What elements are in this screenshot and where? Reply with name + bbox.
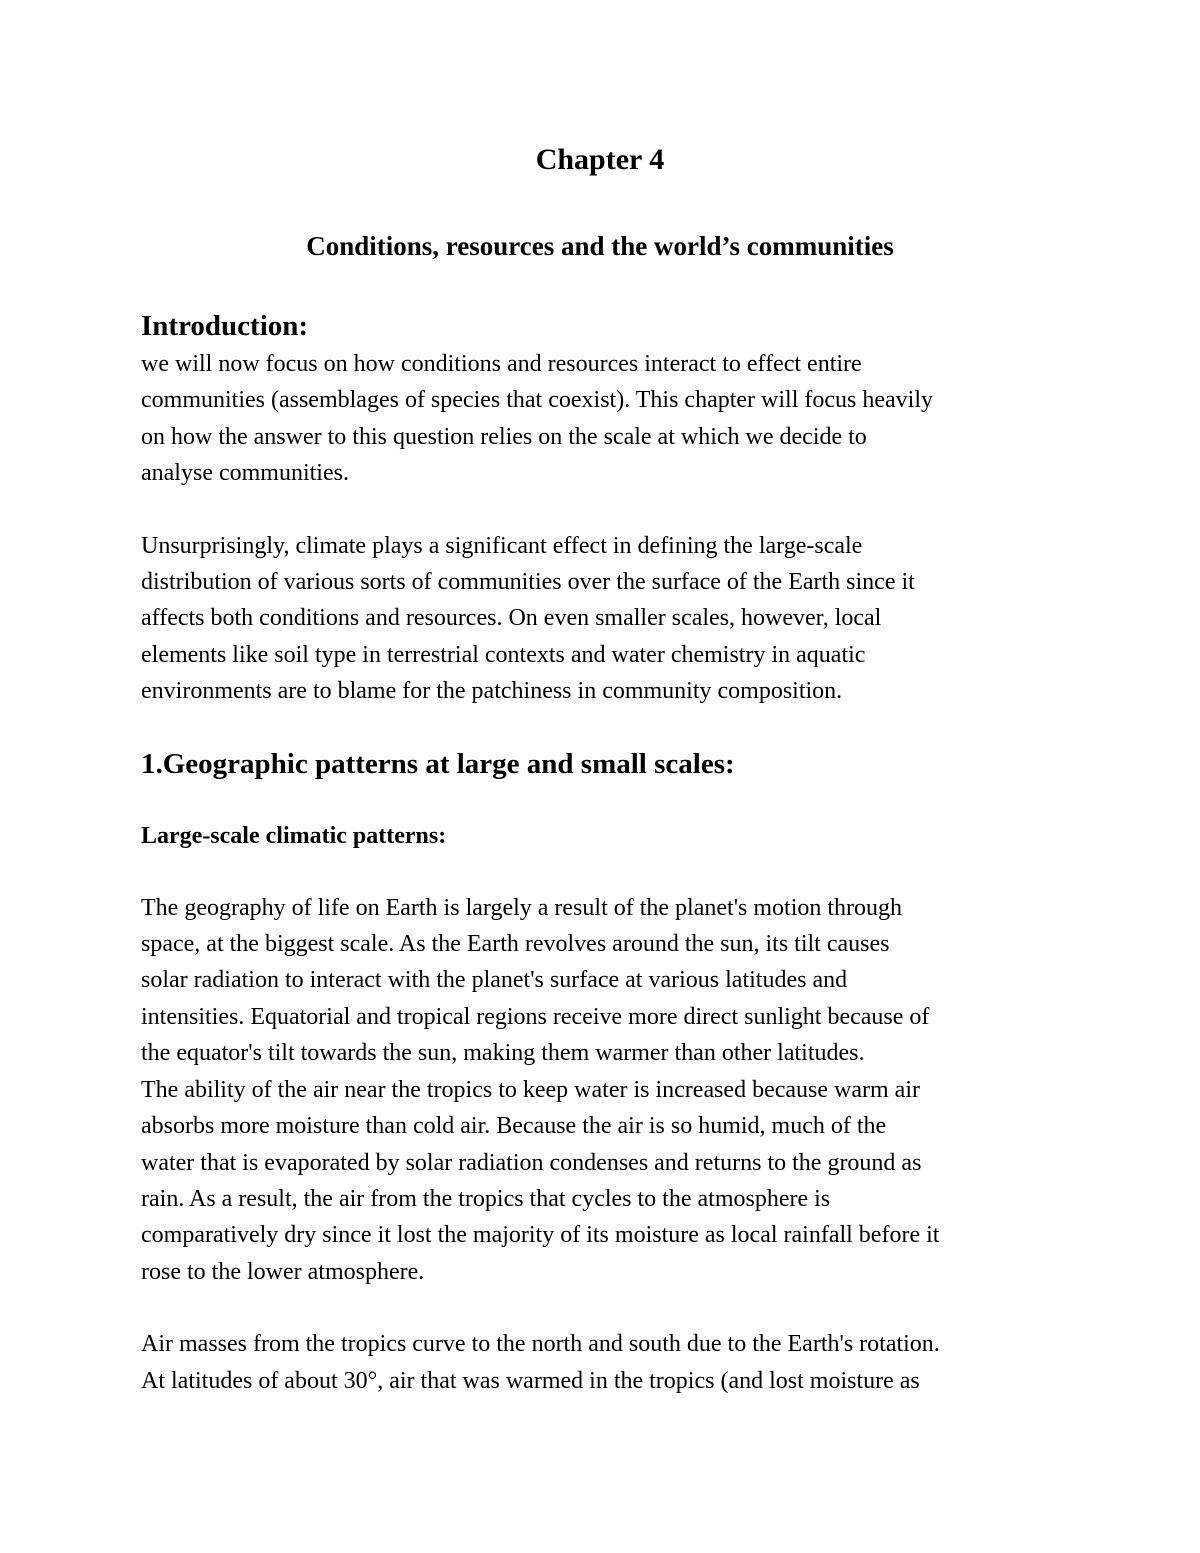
chapter-title: Chapter 4 <box>535 143 665 176</box>
paragraph-gap <box>141 492 1071 528</box>
text-line: Unsurprisingly, climate plays a significant effect in defining the large-scale <box>141 532 863 559</box>
document-body <box>141 306 1071 1399</box>
introduction-paragraph-2 <box>141 528 1071 710</box>
text-line: intensities. Equatorial and tropical regions receive more direct sunlight because of <box>141 1003 930 1030</box>
text-line: we will now focus on how conditions and resources interact to effect entire <box>141 351 862 377</box>
text-line: The ability of the air near the tropics to keep water is increased because warm air <box>141 1076 920 1103</box>
text-line: absorbs more moisture than cold air. Because the air is so humid, much of the <box>141 1113 887 1140</box>
text-line: solar radiation to interact with the planet's surface at various latitudes and <box>141 967 848 994</box>
text-line: rain. As a result, the air from the tropics that cycles to the atmosphere is <box>141 1185 831 1212</box>
text-line: the equator's tilt towards the sun, making them warmer than other latitudes. <box>141 1040 865 1067</box>
paragraph-gap <box>141 854 1071 890</box>
text-line: Air masses from the tropics curve to the north and south due to the Earth's rotation. <box>141 1331 940 1358</box>
text-line: on how the answer to this question relies on the scale at which we decide to <box>141 423 867 450</box>
section-1-paragraph-2 <box>141 1326 1071 1399</box>
text-line: space, at the biggest scale. As the Earth revolves around the sun, its tilt causes <box>141 931 890 958</box>
section-1-heading: 1.Geographic patterns at large and small scales: <box>141 747 735 780</box>
introduction-heading: Introduction: <box>141 310 309 342</box>
paragraph-gap <box>141 1290 1071 1326</box>
text-line: analyse communities. <box>141 460 349 487</box>
text-line: At latitudes of about 30°, air that was warmed in the tropics (and lost moisture as <box>141 1367 920 1394</box>
section-1-paragraph-1 <box>141 890 1071 1290</box>
chapter-subtitle: Conditions, resources and the world’s communities <box>306 231 894 261</box>
introduction-paragraph-1 <box>141 346 1071 492</box>
text-line: water that is evaporated by solar radiation condenses and returns to the ground as <box>141 1149 922 1176</box>
text-line: communities (assemblages of species that coexist). This chapter will focus heavily <box>141 387 934 414</box>
text-line: The geography of life on Earth is largely a result of the planet's motion through <box>141 894 903 921</box>
text-line: environments are to blame for the patchiness in community composition. <box>141 678 843 705</box>
subsection-heading: Large-scale climatic patterns: <box>141 822 447 849</box>
text-line: affects both conditions and resources. On even smaller scales, however, local <box>141 605 882 632</box>
text-line: elements like soil type in terrestrial contexts and water chemistry in aquatic <box>141 641 866 668</box>
text-line: rose to the lower atmosphere. <box>141 1258 425 1285</box>
text-line: distribution of various sorts of communities over the surface of the Earth since it <box>141 569 915 596</box>
text-line: comparatively dry since it lost the majority of its moisture as local rainfall before it <box>141 1222 940 1249</box>
